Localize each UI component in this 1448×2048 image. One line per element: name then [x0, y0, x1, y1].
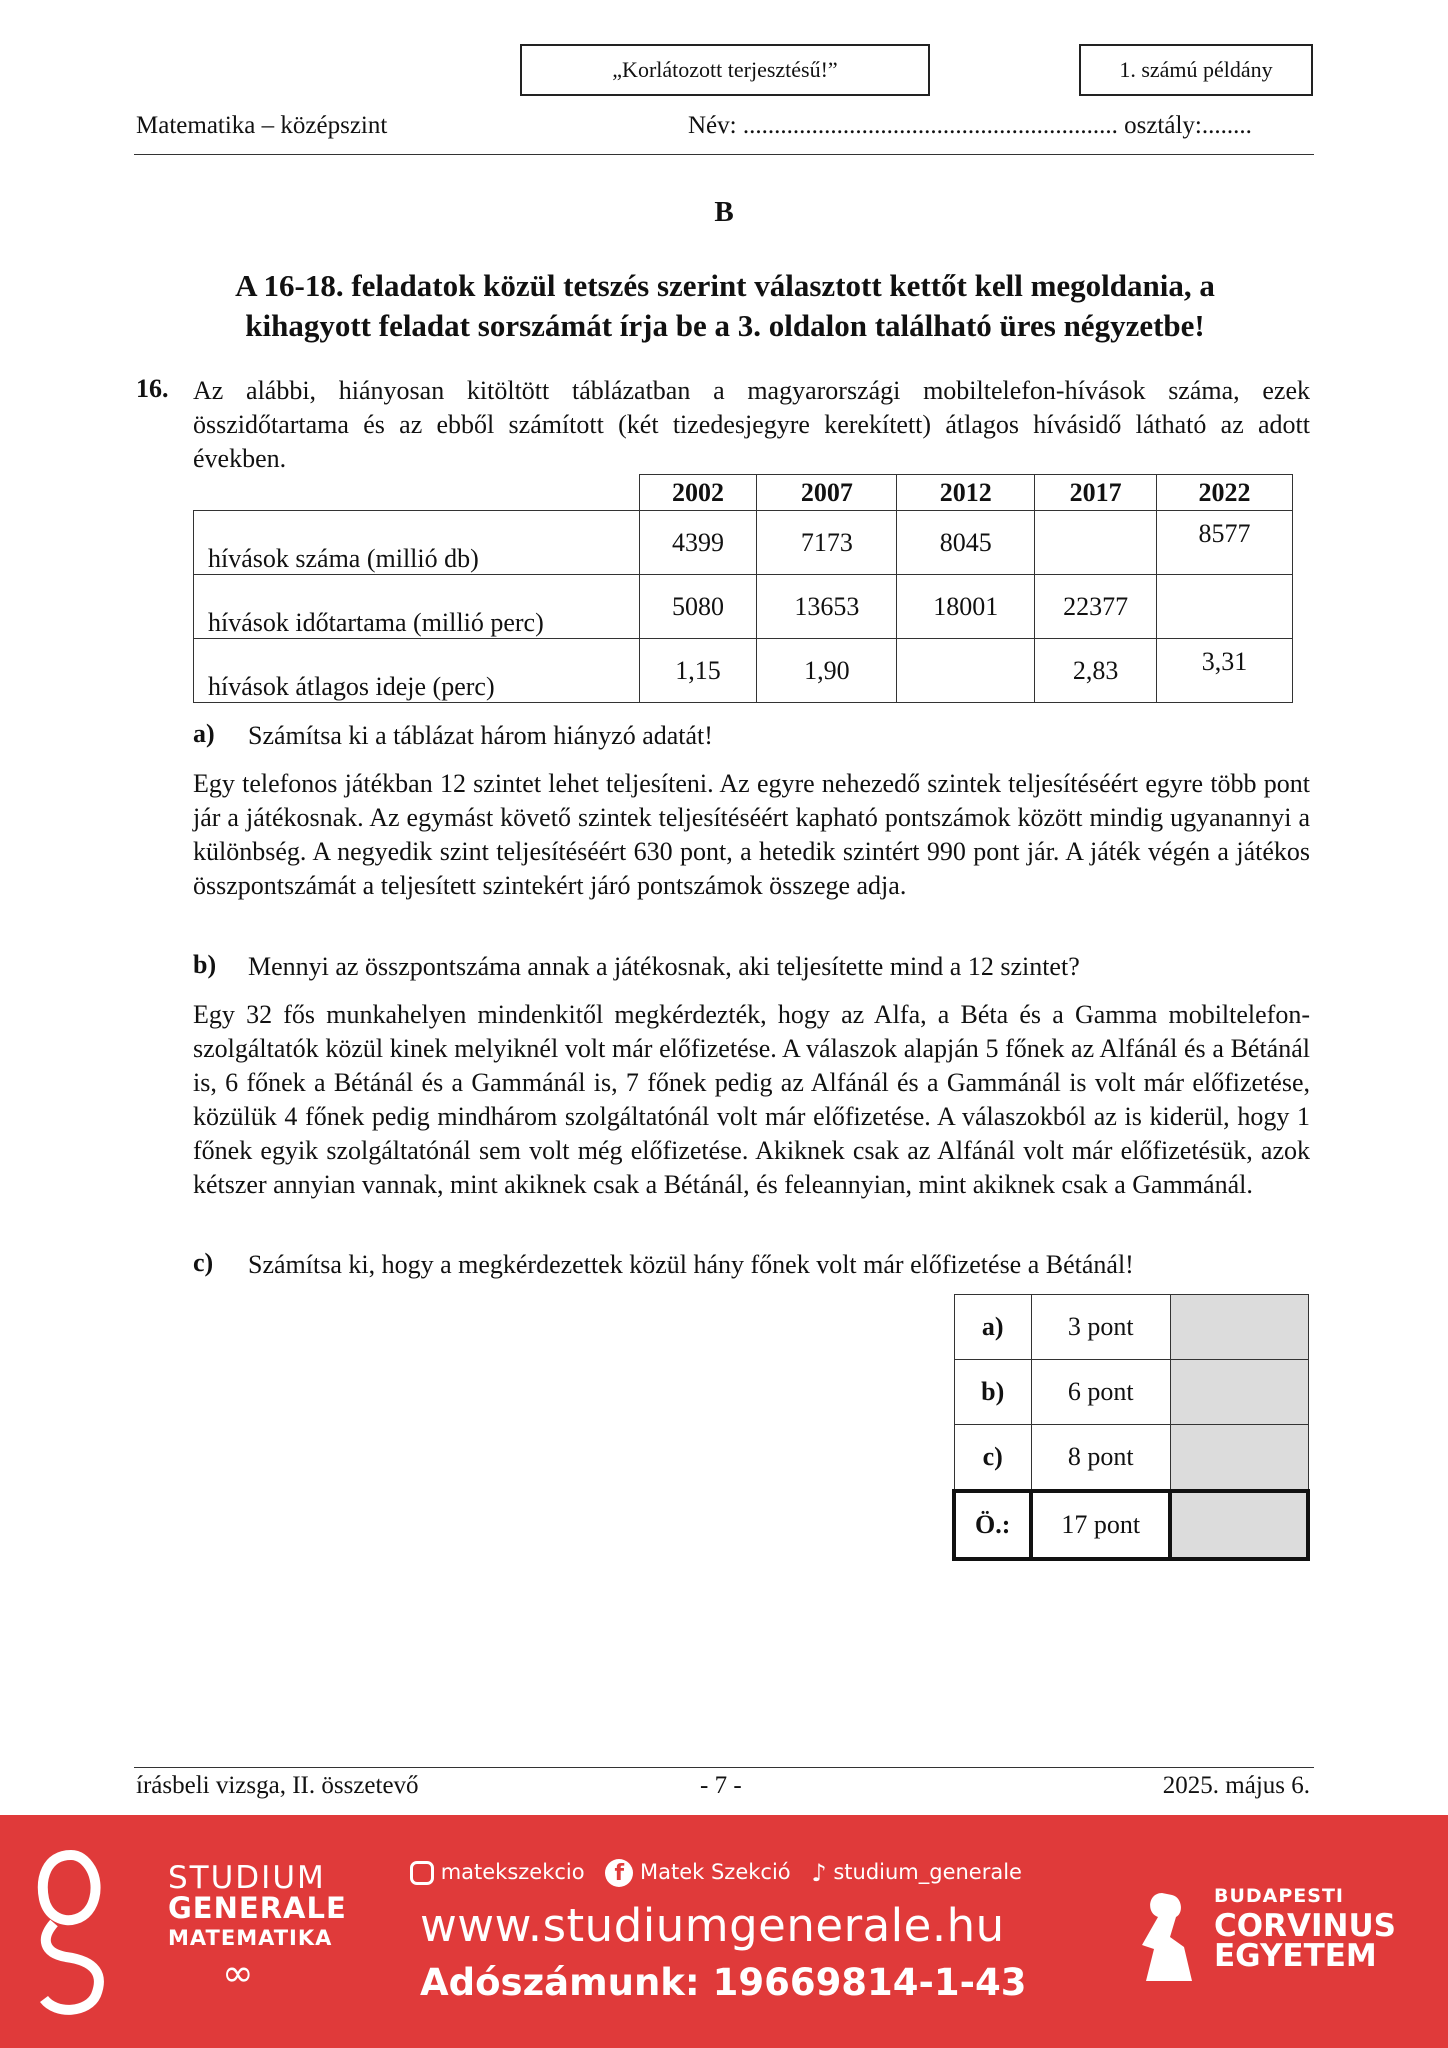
score-part: a)	[954, 1295, 1031, 1360]
row-label: hívások átlagos ideje (perc)	[194, 639, 640, 703]
table-cell: 8045	[897, 511, 1035, 575]
table-cell: 4399	[639, 511, 757, 575]
tiktok-handle[interactable]: studium_generale	[833, 1860, 1022, 1884]
table-cell	[897, 639, 1035, 703]
table-row	[194, 511, 1293, 575]
part-a-question: Számítsa ki a táblázat három hiányzó adatát!	[248, 721, 713, 750]
year-cell: 2002	[639, 475, 757, 511]
score-total-points: 17 pont	[1031, 1491, 1170, 1559]
table-cell: 7173	[757, 511, 897, 575]
score-entry-box[interactable]	[1170, 1360, 1308, 1425]
score-points: 8 pont	[1031, 1425, 1170, 1492]
name-class-field: Név: ............................................................ osztály:........	[688, 112, 1252, 139]
score-row	[954, 1360, 1308, 1425]
table-row	[194, 639, 1293, 703]
corvinus-logo-text	[1214, 1881, 1396, 1974]
table-cell: 1,15	[639, 639, 757, 703]
footer-date: 2025. május 6.	[1162, 1772, 1310, 1799]
year-cell: 2007	[757, 475, 897, 511]
table-cell: 1,90	[757, 639, 897, 703]
row-label: hívások időtartama (millió perc)	[194, 575, 640, 639]
score-total-entry-box[interactable]	[1170, 1491, 1308, 1559]
instagram-icon	[410, 1861, 434, 1885]
part-a-label: a)	[193, 719, 215, 748]
footer-page-number: - 7 -	[700, 1772, 742, 1799]
table-row	[194, 575, 1293, 639]
copy-number-box: 1. számú példány	[1079, 44, 1313, 96]
social-links	[410, 1859, 1022, 1887]
facebook-icon: f	[605, 1859, 633, 1887]
footer-rule	[134, 1767, 1314, 1768]
score-points: 6 pont	[1031, 1360, 1170, 1425]
table-header-row	[194, 475, 1293, 511]
studium-logo-text	[168, 1860, 347, 1995]
tax-number: Adószámunk: 19669814-1-43	[420, 1961, 1027, 2004]
part-c-label: c)	[193, 1248, 214, 1277]
corvinus-line-budapesti: BUDAPESTI	[1214, 1885, 1345, 1907]
year-cell: 2022	[1157, 475, 1293, 511]
website-link[interactable]: www.studiumgenerale.hu	[420, 1899, 1005, 1952]
part-b-question: Mennyi az összpontszáma annak a játékosnak, aki teljesítette mind a 12 szintet?	[248, 952, 1080, 981]
table-cell: 3,31	[1157, 639, 1293, 703]
score-row	[954, 1425, 1308, 1492]
data-table	[193, 474, 1293, 703]
part-b-label: b)	[193, 950, 217, 979]
score-total-row	[954, 1491, 1308, 1559]
corvinus-line-egyetem: EGYETEM	[1214, 1938, 1377, 1974]
instruction-line-2: kihagyott feladat sorszámát írja be a 3. oldalon található üres négyzetbe!	[245, 308, 1205, 343]
table-cell: 2,83	[1035, 639, 1157, 703]
corvinus-emblem	[1132, 1885, 1202, 1989]
section-instruction	[140, 266, 1310, 346]
tiktok-icon: ♪	[811, 1859, 827, 1887]
score-row	[954, 1295, 1308, 1360]
score-entry-box[interactable]	[1170, 1425, 1308, 1492]
table-cell: 18001	[897, 575, 1035, 639]
score-entry-box[interactable]	[1170, 1295, 1308, 1360]
instagram-handle[interactable]: matekszekcio	[440, 1860, 585, 1884]
logo-line-matematika: MATEMATIKA	[168, 1926, 333, 1950]
problem-intro: Az alábbi, hiányosan kitöltött táblázatban a magyarországi mobiltelefon-hívások száma, ezek összidőtartama és az ebből számított (két tizedesjegyre kerekített) átlagos hívásidő látható az adott években.	[193, 376, 1310, 473]
year-cell: 2017	[1035, 475, 1157, 511]
part-b-context: Egy telefonos játékban 12 szintet lehet teljesíteni. Az egyre nehezedő szintek teljesítéséért egyre több pont jár a játékosnak. Az egymást követő szintek teljesítéséért kapható pontszámok között mindig ugyanannyi a különbség. A negyedik szint teljesítéséért 630 pont, a hetedik szintért 990 pont jár. A játék végén a játékos összpontszámát a teljesített szintekért járó pontszámok összege adja.	[193, 769, 1310, 900]
table-cell	[1157, 575, 1293, 639]
part-c-context: Egy 32 fős munkahelyen mindenkitől megkérdezték, hogy az Alfa, a Béta és a Gamma mobiltelefon-szolgáltatók közül kinek melyiknél volt már előfizetése. A válaszok alapján 5 főnek az Alfánál és a Bétánál is, 6 főnek a Bétánál és a Gammánál is, 7 főnek pedig az Alfánál és a Gammánál is volt már előfizetése, közülük 4 főnek pedig mindhárom szolgáltatónál volt már előfizetése. A válaszokból az is kiderül, hogy 1 főnek egyik szolgáltatónál sem volt még előfizetése. Akiknek csak az Alfánál volt már előfizetésük, azok kétszer annyian vannak, mint akiknek csak a Bétánál, és feleannyian, mint akiknek csak a Gammánál.	[193, 1000, 1310, 1199]
studium-g-logo	[36, 1849, 106, 2019]
instruction-line-1: A 16-18. feladatok közül tetszés szerint választott kettőt kell megoldania, a	[235, 268, 1215, 303]
table-cell: 8577	[1157, 511, 1293, 575]
score-part: c)	[954, 1425, 1031, 1492]
header-rule	[134, 154, 1314, 155]
problem-number: 16.	[136, 374, 169, 403]
sponsor-banner	[0, 1815, 1448, 2048]
part-c-question: Számítsa ki, hogy a megkérdezettek közül hány főnek volt már előfizetése a Bétánál!	[248, 1250, 1134, 1279]
section-letter: B	[714, 196, 734, 228]
row-label: hívások száma (millió db)	[194, 511, 640, 575]
restricted-box: „Korlátozott terjesztésű!”	[520, 44, 930, 96]
table-cell	[1035, 511, 1157, 575]
logo-line-generale: GENERALE	[168, 1891, 347, 1925]
subject-title: Matematika – középszint	[136, 112, 388, 139]
table-cell: 22377	[1035, 575, 1157, 639]
table-cell: 5080	[639, 575, 757, 639]
logo-line-studium: STUDIUM	[168, 1860, 326, 1896]
corvinus-line-corvinus: CORVINUS	[1214, 1908, 1396, 1944]
score-total-label: Ö.:	[954, 1491, 1031, 1559]
facebook-page[interactable]: Matek Szekció	[639, 1860, 791, 1884]
score-points: 3 pont	[1031, 1295, 1170, 1360]
table-cell: 13653	[757, 575, 897, 639]
infinity-icon: ∞	[222, 1951, 254, 1995]
score-part: b)	[954, 1360, 1031, 1425]
score-table	[952, 1294, 1310, 1561]
year-cell: 2012	[897, 475, 1035, 511]
footer-exam-part: írásbeli vizsga, II. összetevő	[136, 1772, 419, 1799]
